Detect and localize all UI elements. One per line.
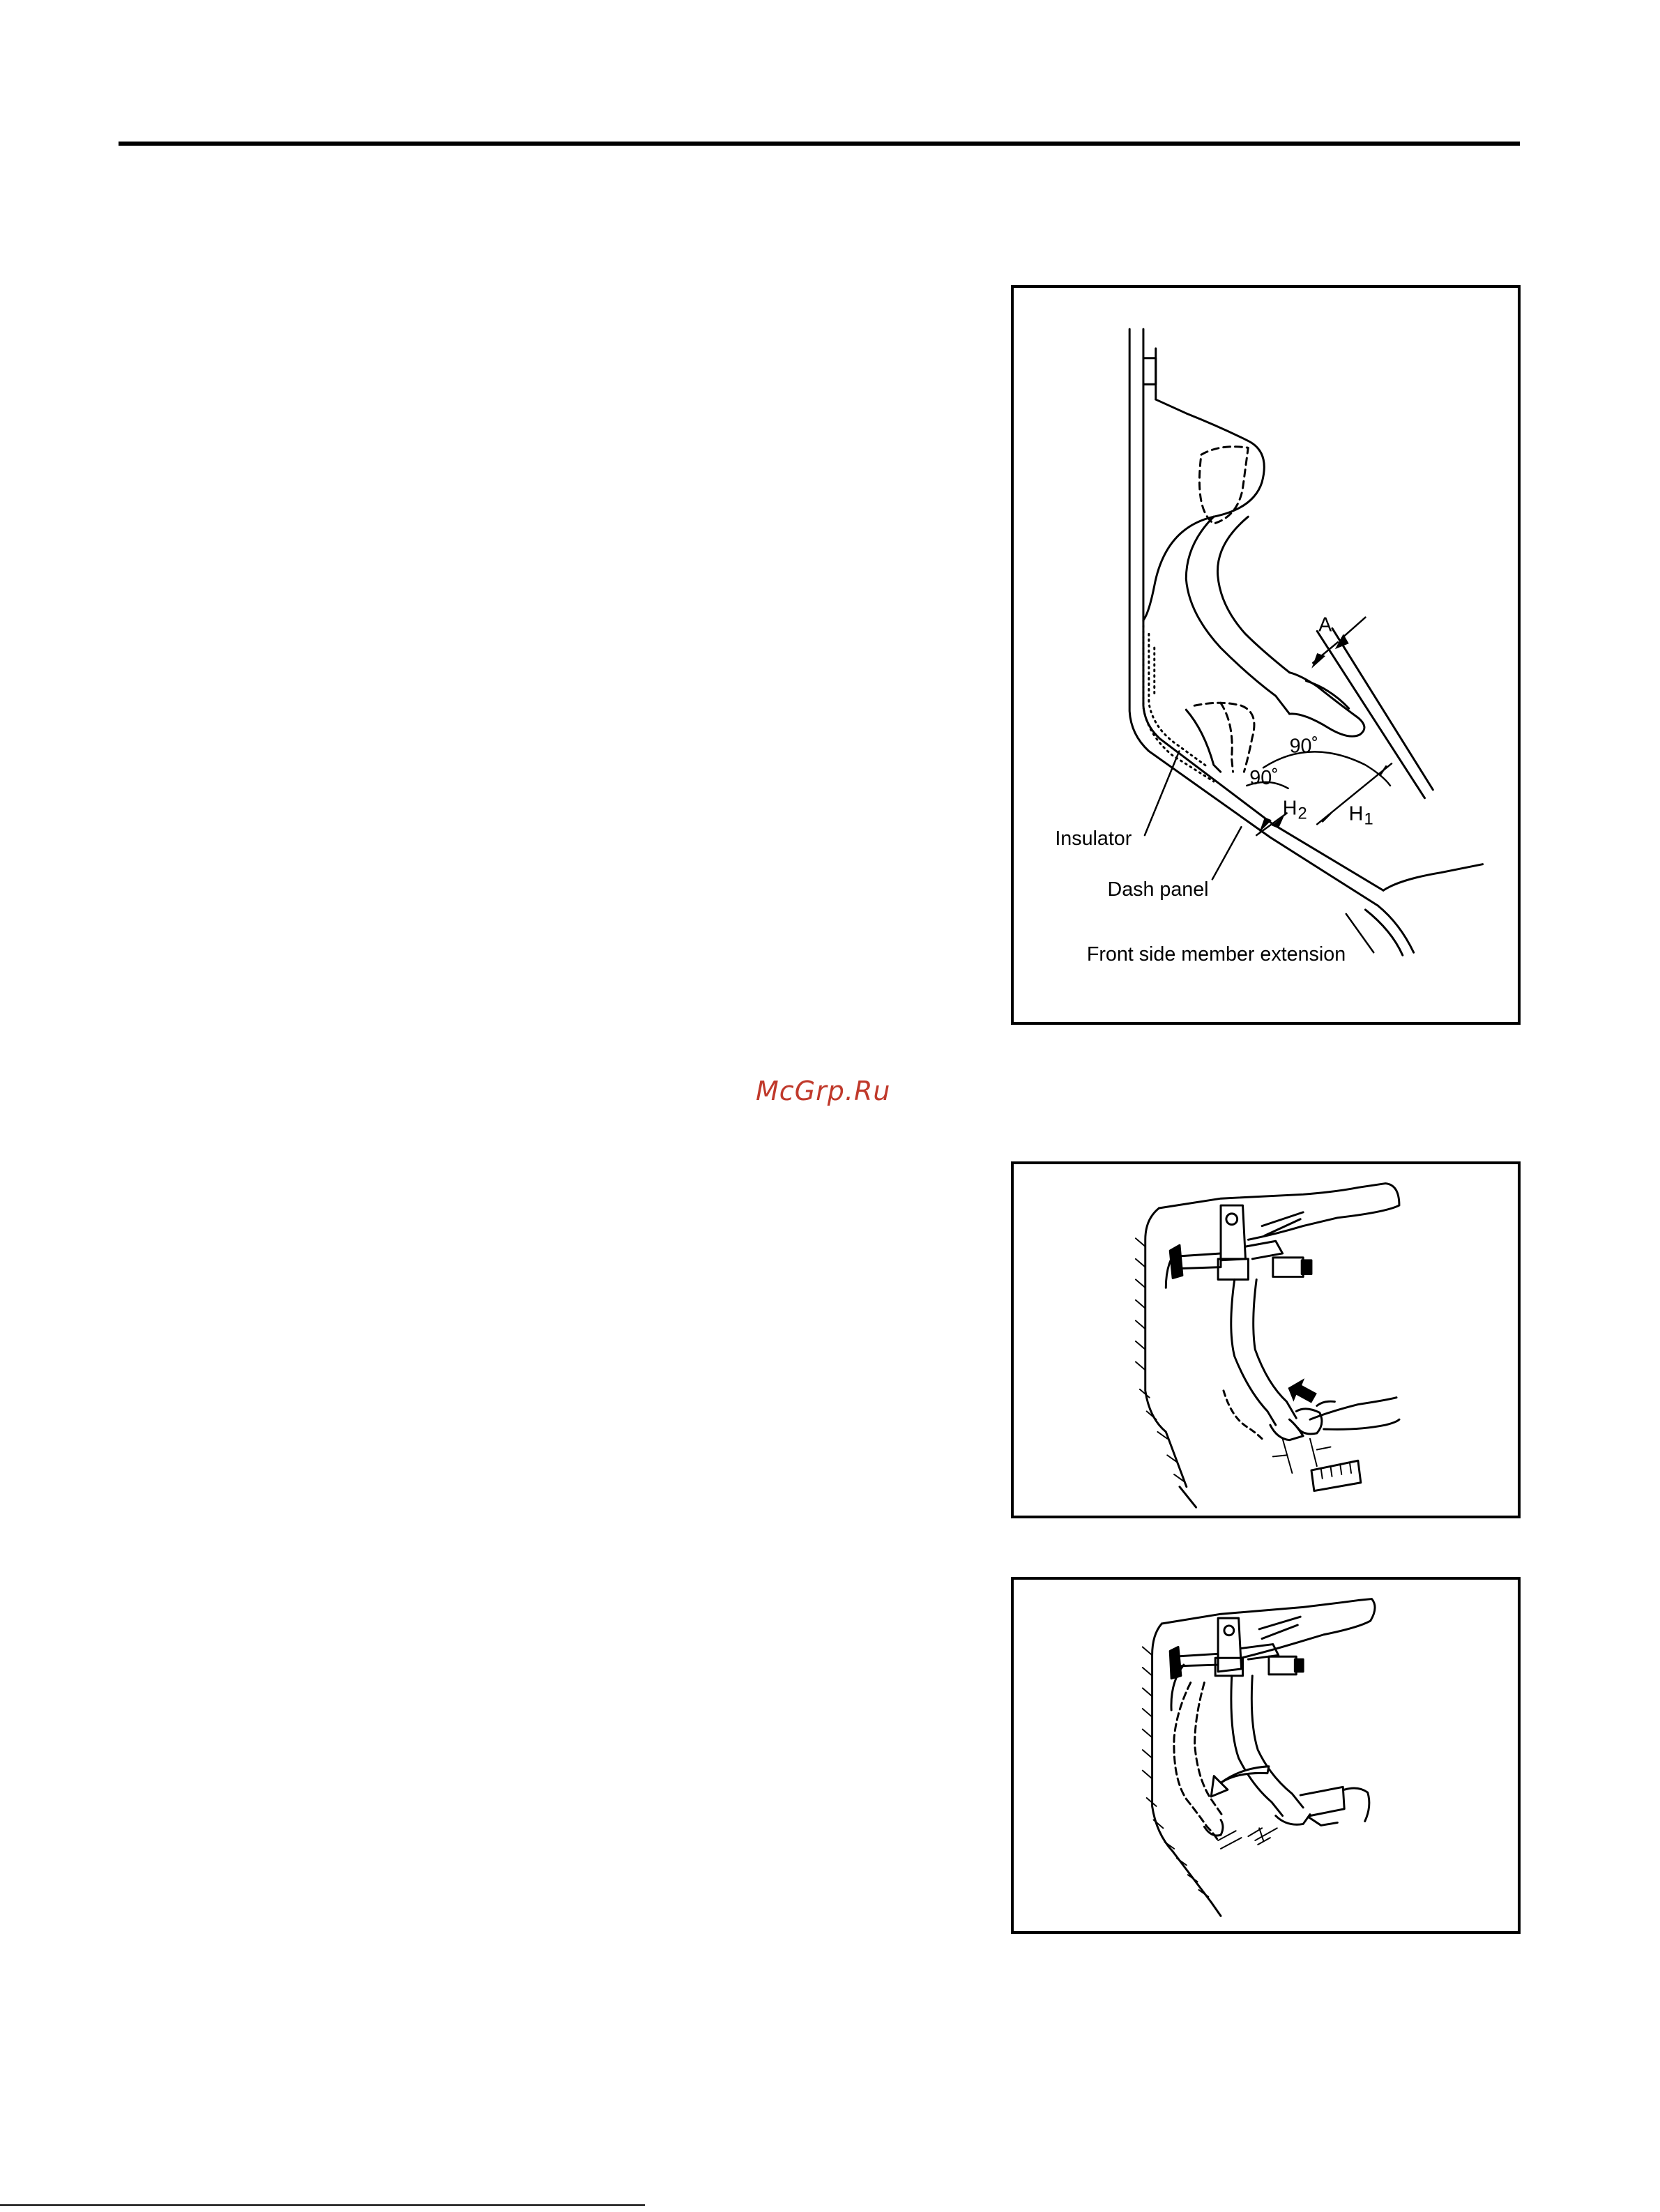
label-dash-panel: Dash panel xyxy=(1107,878,1209,901)
label-angle-upper: 90˚ xyxy=(1289,735,1319,758)
svg-text:1: 1 xyxy=(1364,810,1373,829)
label-front-side-member: Front side member extension xyxy=(1086,943,1346,966)
label-a: A xyxy=(1318,613,1332,636)
pedal-free-play-measurement-icon xyxy=(1014,1164,1518,1516)
pedal-height-figure xyxy=(1011,285,1521,1025)
footer-rule xyxy=(0,2204,645,2206)
label-insulator: Insulator xyxy=(1055,827,1132,850)
pedal-free-play-figure xyxy=(1011,1161,1521,1518)
svg-text:H: H xyxy=(1282,797,1297,820)
header-rule xyxy=(119,142,1520,146)
label-h1 xyxy=(1349,802,1373,828)
pedal-depressed-height-icon xyxy=(1014,1580,1518,1931)
svg-text:2: 2 xyxy=(1297,804,1307,823)
pedal-depressed-height-figure xyxy=(1011,1577,1521,1934)
pedal-height-diagram xyxy=(1014,288,1518,1022)
watermark: McGrp.Ru xyxy=(756,1076,891,1106)
svg-text:H: H xyxy=(1348,802,1364,825)
label-h2 xyxy=(1283,797,1307,823)
label-angle-lower: 90˚ xyxy=(1249,766,1279,789)
